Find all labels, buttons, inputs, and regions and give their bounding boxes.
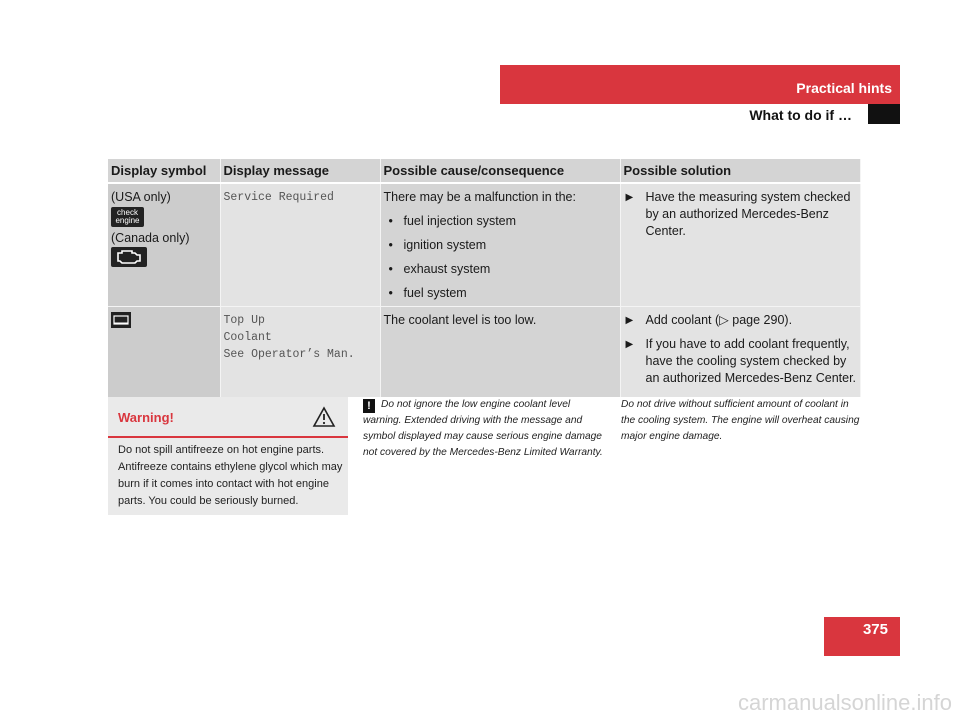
cause-item: • fuel system	[384, 285, 617, 302]
usa-label: (USA only)	[111, 190, 171, 204]
col-header-cause: Possible cause/consequence	[380, 159, 620, 183]
cause-intro: There may be a malfunction in the:	[383, 190, 576, 204]
warning-title: Warning!	[118, 410, 174, 425]
section-title: Practical hints	[796, 80, 892, 96]
service-message: Service Required	[223, 191, 334, 204]
note-coolant-amount: Do not drive without sufficient amount of coolant in the cooling system. The engine will overheat causing major engine damage.	[621, 399, 860, 442]
table-header-row	[108, 159, 860, 183]
subsection-title: What to do if …	[749, 107, 852, 123]
warning-text: Do not spill antifreeze on hot engine parts. Antifreeze contains ethylene glycol which may burn if it comes into contact with hot engine parts. You could be seriously burned.	[118, 444, 343, 507]
page-ref-arrow-icon: ▷	[719, 313, 729, 327]
cause-item: • fuel injection system	[384, 213, 617, 230]
warning-divider	[108, 436, 348, 438]
cause-cell	[380, 307, 620, 398]
table-row	[108, 307, 860, 398]
header-marker	[868, 104, 900, 124]
solution-step: ▶ Have the measuring system checked by an authorized Mercedes-Benz Center.	[624, 189, 857, 240]
page-number: 375	[862, 621, 888, 638]
coolant-message-line: Coolant	[223, 331, 272, 344]
coolant-icon	[111, 312, 131, 333]
watermark: carmanualsonline.info	[737, 690, 952, 715]
coolant-cause: The coolant level is too low.	[383, 313, 537, 327]
cause-item: • exhaust system	[384, 261, 617, 278]
warning-box	[108, 397, 348, 515]
solution-step	[624, 312, 857, 329]
message-cell	[220, 183, 380, 307]
coolant-message-line: Top Up	[223, 314, 265, 327]
exclamation-icon: !	[363, 399, 375, 413]
warning-triangle-icon	[312, 406, 336, 433]
symbol-cell	[108, 307, 220, 398]
table-row	[108, 183, 860, 307]
engine-icon	[111, 247, 147, 272]
solution-cell	[620, 307, 860, 398]
solution-step: ▶ If you have to add coolant frequently, have the cooling system checked by an authorized Mercedes-Benz Center.	[624, 336, 857, 387]
solution-cell	[620, 183, 860, 307]
cause-item: • ignition system	[384, 237, 617, 254]
canada-label: (Canada only)	[111, 231, 190, 245]
coolant-message-line: See Operator’s Man.	[223, 348, 355, 361]
symbol-cell	[108, 183, 220, 307]
col-header-message: Display message	[220, 159, 380, 183]
page-number-box	[824, 617, 900, 656]
cause-cell	[380, 183, 620, 307]
col-header-solution: Possible solution	[620, 159, 860, 183]
note-text: Do not ignore the low engine coolant level warning. Extended driving with the message and symbol displayed may cause serious engine damage not covered by the Mercedes-Benz Limited Warranty.	[363, 399, 603, 458]
check-engine-icon: check engine	[111, 207, 144, 227]
info-table	[108, 159, 861, 397]
note-coolant-warning	[363, 397, 608, 461]
page-ref-link[interactable]: page 290).	[728, 313, 793, 327]
message-cell	[220, 307, 380, 398]
col-header-symbol: Display symbol	[108, 159, 220, 183]
solution-text: Add coolant (	[645, 313, 720, 327]
